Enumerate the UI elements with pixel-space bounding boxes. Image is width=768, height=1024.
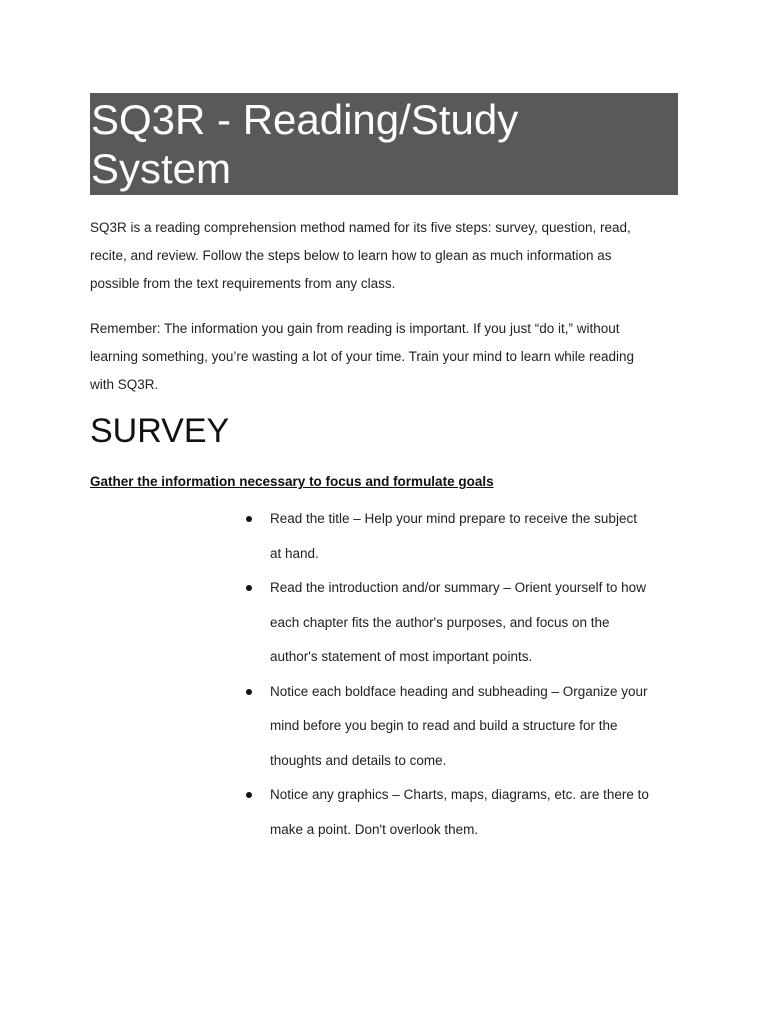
- intro-line-1: SQ3R is a reading comprehension method named for its five steps: survey, question, read,: [90, 220, 631, 235]
- survey-bullet-list: [246, 502, 686, 847]
- survey-subheading: Gather the information necessary to focus and formulate goals: [90, 474, 494, 489]
- list-item: [246, 778, 686, 847]
- bullet-2-line-2: each chapter fits the author's purposes, and focus on the: [270, 614, 610, 630]
- bullet-2-line-1: Read the introduction and/or summary – Orient yourself to how: [270, 580, 646, 595]
- document-title-banner: [90, 93, 678, 195]
- bullet-3-line-1: Notice each boldface heading and subheading – Organize your: [270, 683, 648, 699]
- bullet-1-line-2: at hand.: [270, 545, 319, 561]
- bullet-3-line-3: thoughts and details to come.: [270, 752, 447, 768]
- bullet-dot-icon: [246, 585, 252, 591]
- remember-line-2: learning something, you’re wasting a lot of your time. Train your mind to learn while reading: [90, 349, 635, 364]
- title-line-1: SQ3R - Reading/Study: [91, 96, 519, 143]
- bullet-1-line-1: Read the title – Help your mind prepare to receive the subject: [270, 511, 637, 526]
- list-item: [246, 675, 686, 779]
- bullet-4-line-2: make a point. Don't overlook them.: [270, 821, 479, 837]
- list-item: [246, 571, 686, 675]
- section-heading-survey: SURVEY: [90, 412, 230, 450]
- remember-paragraph: [90, 315, 680, 399]
- remember-line-3: with SQ3R.: [90, 377, 159, 392]
- bullet-dot-icon: [246, 792, 252, 798]
- bullet-4-line-1: Notice any graphics – Charts, maps, diagrams, etc. are there to: [270, 787, 649, 802]
- title-line-2: System: [91, 145, 232, 192]
- bullet-dot-icon: [246, 516, 252, 522]
- bullet-3-line-2: mind before you begin to read and build a structure for the: [270, 718, 618, 733]
- bullet-2-line-3: author's statement of most important points.: [270, 649, 533, 664]
- intro-line-2: recite, and review. Follow the steps below to learn how to glean as much information as: [90, 248, 612, 263]
- intro-paragraph: [90, 214, 680, 298]
- bullet-dot-icon: [246, 689, 252, 695]
- intro-line-3: possible from the text requirements from any class.: [90, 276, 396, 291]
- list-item: [246, 502, 686, 571]
- remember-line-1: Remember: The information you gain from reading is important. If you just “do it,” without: [90, 321, 620, 336]
